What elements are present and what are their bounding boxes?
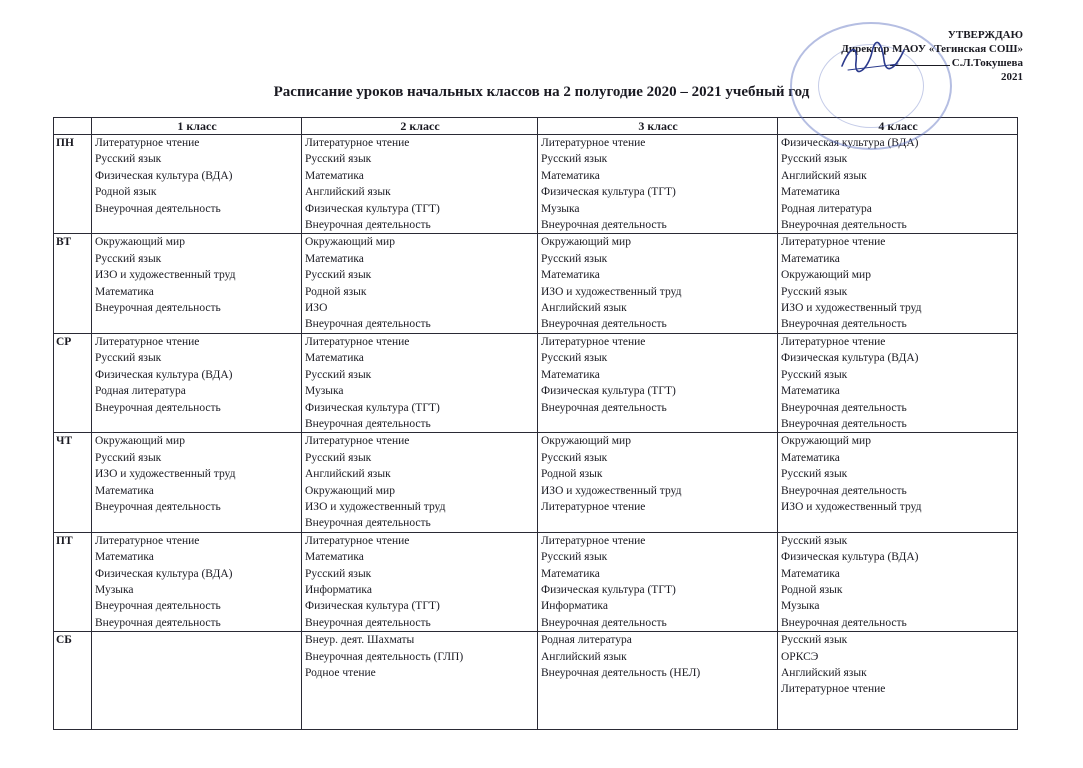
schedule-body — [54, 135, 1018, 730]
lesson-entry: Внеурочная деятельность — [781, 616, 907, 629]
class-1-lessons-cell — [92, 532, 302, 631]
lesson-entry: Русский язык — [541, 352, 608, 365]
lesson-entry: Физическая культура (ТГТ) — [305, 600, 440, 613]
lesson-entry: Русский язык — [541, 451, 608, 464]
lesson-entry: Математика — [305, 252, 364, 265]
lesson-entry: Внеурочная деятельность — [541, 401, 667, 414]
table-row — [54, 532, 1018, 631]
lesson-entry: Литературное чтение — [95, 137, 200, 149]
lesson-entry: Литературное чтение — [781, 335, 886, 348]
lesson-entry: Литературное чтение — [95, 534, 200, 547]
lesson-entry: Математика — [781, 567, 840, 580]
lesson-entry: Литературное чтение — [541, 137, 646, 149]
class-4-lessons-cell — [778, 532, 1018, 631]
lesson-entry: Родная литература — [541, 634, 632, 647]
lesson-entry: ОРКСЭ — [781, 650, 819, 663]
lesson-entry: Литературное чтение — [541, 500, 646, 513]
schedule-header-row — [54, 118, 1018, 135]
class-3-lessons-cell — [538, 632, 778, 730]
lesson-entry: Математика — [305, 352, 364, 365]
lesson-entry: Математика — [781, 252, 840, 265]
lesson-entry: Физическая культура (ТГТ) — [305, 401, 440, 414]
lesson-entry: Окружающий мир — [541, 236, 631, 249]
approval-block — [841, 28, 1023, 84]
lesson-entry: Внеурочная деятельность (НЕЛ) — [541, 667, 701, 679]
lesson-entry: Русский язык — [305, 269, 372, 282]
day-label: ПН — [54, 135, 92, 234]
lesson-entry: Русский язык — [95, 252, 162, 265]
lesson-entry: Родной язык — [95, 186, 157, 199]
class-3-lessons-cell — [538, 234, 778, 333]
approval-name: С.Л.Токушева — [951, 57, 1023, 69]
lesson-entry: Физическая культура (ВДА) — [781, 137, 919, 149]
class-1-lessons-cell — [92, 632, 302, 730]
lesson-entry: Математика — [95, 484, 154, 497]
class-4-lessons-cell — [778, 234, 1018, 333]
lesson-entry: Английский язык — [541, 650, 627, 663]
lesson-entry: Родная литература — [95, 385, 186, 398]
lesson-entry: Окружающий мир — [781, 269, 871, 282]
lesson-entry: Литературное чтение — [541, 534, 646, 547]
lesson-entry: Внеурочная деятельность — [305, 417, 431, 430]
header-class-2: 2 класс — [302, 118, 538, 135]
class-4-lessons-cell — [778, 135, 1018, 234]
header-class-3: 3 класс — [538, 118, 778, 135]
approval-position: Директор МАОУ «Тегинская СОШ» — [841, 43, 1023, 55]
lesson-entry: Внеурочная деятельность — [781, 484, 907, 497]
lesson-entry: Литературное чтение — [305, 137, 410, 149]
lesson-entry: Русский язык — [541, 153, 608, 166]
lesson-entry: Математика — [541, 368, 600, 381]
lesson-entry: Физическая культура (ТГТ) — [541, 186, 676, 199]
lesson-entry: Русский язык — [781, 468, 848, 481]
lesson-entry: Внеурочная деятельность — [781, 401, 907, 414]
lesson-entry: Математика — [95, 551, 154, 564]
class-2-lessons-cell — [302, 433, 538, 532]
lesson-entry: Математика — [541, 269, 600, 282]
lesson-entry: Музыка — [95, 583, 134, 596]
lesson-entry: Внеурочная деятельность — [305, 219, 431, 232]
class-4-lessons-cell — [778, 433, 1018, 532]
schedule-table — [53, 117, 1018, 730]
class-2-lessons-cell — [302, 234, 538, 333]
day-label: ПТ — [54, 532, 92, 631]
lesson-entry: Информатика — [541, 600, 608, 613]
lesson-entry: Музыка — [305, 385, 344, 398]
lesson-entry: Английский язык — [781, 667, 867, 679]
lesson-entry: Русский язык — [95, 352, 162, 365]
day-label: СР — [54, 333, 92, 432]
lesson-entry: Литературное чтение — [781, 236, 886, 249]
lesson-entry: Внеурочная деятельность — [95, 401, 221, 414]
lesson-entry: Внеурочная деятельность — [781, 417, 907, 430]
lesson-entry: Музыка — [541, 202, 580, 215]
lesson-entry: Русский язык — [95, 153, 162, 166]
lesson-entry: Математика — [541, 169, 600, 182]
lesson-entry: Внеурочная деятельность — [95, 600, 221, 613]
lesson-entry: Информатика — [305, 583, 372, 596]
class-1-lessons-cell — [92, 333, 302, 432]
day-label: ЧТ — [54, 433, 92, 532]
lesson-entry: Английский язык — [305, 468, 391, 481]
lesson-entry: Физическая культура (ВДА) — [95, 567, 233, 580]
lesson-entry: Родной язык — [305, 285, 367, 298]
lesson-entry: ИЗО и художественный труд — [305, 500, 446, 513]
lesson-entry: Физическая культура (ТГТ) — [541, 583, 676, 596]
lesson-entry: Музыка — [781, 600, 820, 613]
lesson-entry: Родное чтение — [305, 667, 376, 679]
lesson-entry: Внеурочная деятельность — [95, 616, 221, 629]
class-2-lessons-cell — [302, 632, 538, 730]
header-day-cell — [54, 118, 92, 135]
lesson-entry: ИЗО и художественный труд — [781, 500, 922, 513]
lesson-entry: Русский язык — [781, 634, 848, 647]
lesson-entry: ИЗО и художественный труд — [95, 468, 236, 481]
lesson-entry: Окружающий мир — [781, 435, 871, 448]
lesson-entry: Математика — [541, 567, 600, 580]
day-label: ВТ — [54, 234, 92, 333]
header-class-1: 1 класс — [92, 118, 302, 135]
day-label: СБ — [54, 632, 92, 730]
lesson-entry: Внеурочная деятельность — [541, 219, 667, 232]
lesson-entry: Родная литература — [781, 202, 872, 215]
document-title: Расписание уроков начальных классов на 2 полугодие 2020 – 2021 учебный год — [273, 84, 810, 100]
lesson-entry: Русский язык — [305, 368, 372, 381]
lesson-entry: Русский язык — [95, 451, 162, 464]
lesson-entry: Русский язык — [781, 368, 848, 381]
lesson-entry: Русский язык — [541, 252, 608, 265]
class-3-lessons-cell — [538, 532, 778, 631]
lesson-entry: Русский язык — [305, 567, 372, 580]
class-4-lessons-cell — [778, 333, 1018, 432]
lesson-entry: Внеурочная деятельность — [541, 318, 667, 331]
lesson-entry: Физическая культура (ВДА) — [95, 368, 233, 381]
lesson-entry: Физическая культура (ТГТ) — [541, 385, 676, 398]
lesson-entry: Русский язык — [305, 153, 372, 166]
lesson-entry: Русский язык — [305, 451, 372, 464]
approval-heading: УТВЕРЖДАЮ — [947, 29, 1023, 41]
lesson-entry: Внеурочная деятельность — [781, 318, 907, 331]
lesson-entry: Окружающий мир — [95, 435, 185, 448]
lesson-entry: Русский язык — [781, 153, 848, 166]
lesson-entry: Русский язык — [781, 285, 848, 298]
lesson-entry: Математика — [95, 285, 154, 298]
lesson-entry: Русский язык — [781, 534, 848, 547]
approval-name-line — [841, 56, 1023, 70]
class-3-lessons-cell — [538, 433, 778, 532]
lesson-entry: Математика — [305, 551, 364, 564]
lesson-entry: Внеурочная деятельность — [305, 517, 431, 530]
table-row — [54, 234, 1018, 333]
class-2-lessons-cell — [302, 532, 538, 631]
lesson-entry: Родной язык — [541, 468, 603, 481]
class-4-lessons-cell — [778, 632, 1018, 730]
class-1-lessons-cell — [92, 135, 302, 234]
class-2-lessons-cell — [302, 333, 538, 432]
lesson-entry: Математика — [305, 169, 364, 182]
table-row — [54, 333, 1018, 432]
lesson-entry: ИЗО и художественный труд — [95, 269, 236, 282]
class-2-lessons-cell — [302, 135, 538, 234]
table-row — [54, 135, 1018, 234]
lesson-entry: Русский язык — [541, 551, 608, 564]
lesson-entry: Литературное чтение — [781, 683, 886, 696]
class-3-lessons-cell — [538, 135, 778, 234]
lesson-entry: Родной язык — [781, 583, 843, 596]
table-row — [54, 433, 1018, 532]
class-1-lessons-cell — [92, 234, 302, 333]
lesson-entry: Физическая культура (ТГТ) — [305, 202, 440, 215]
lesson-entry: Внеурочная деятельность — [305, 616, 431, 629]
lesson-entry: Литературное чтение — [541, 335, 646, 348]
lesson-entry: Внеурочная деятельность — [541, 616, 667, 629]
class-1-lessons-cell — [92, 433, 302, 532]
lesson-entry: Физическая культура (ВДА) — [781, 551, 919, 564]
approval-year: 2021 — [1001, 71, 1023, 83]
header-class-4: 4 класс — [778, 118, 1018, 135]
lesson-entry: Математика — [781, 451, 840, 464]
lesson-entry: Английский язык — [541, 302, 627, 315]
lesson-entry: ИЗО и художественный труд — [781, 302, 922, 315]
lesson-entry: Внеур. деят. Шахматы — [305, 634, 415, 647]
lesson-entry: ИЗО и художественный труд — [541, 285, 682, 298]
table-row — [54, 632, 1018, 730]
lesson-entry: Литературное чтение — [305, 534, 410, 547]
lesson-entry: Математика — [781, 186, 840, 199]
lesson-entry: Окружающий мир — [95, 236, 185, 249]
signature-line — [890, 65, 950, 66]
lesson-entry: ИЗО — [305, 302, 328, 315]
lesson-entry: Литературное чтение — [305, 435, 410, 448]
lesson-entry: Математика — [781, 385, 840, 398]
lesson-entry: Физическая культура (ВДА) — [95, 169, 233, 182]
lesson-entry: Физическая культура (ВДА) — [781, 352, 919, 365]
lesson-entry: Окружающий мир — [305, 484, 395, 497]
lesson-entry: Английский язык — [781, 169, 867, 182]
lesson-entry: Английский язык — [305, 186, 391, 199]
lesson-entry: Литературное чтение — [95, 335, 200, 348]
lesson-entry: Внеурочная деятельность (ГЛП) — [305, 650, 464, 663]
lesson-entry: Внеурочная деятельность — [95, 302, 221, 315]
lesson-entry: ИЗО и художественный труд — [541, 484, 682, 497]
lesson-entry: Литературное чтение — [305, 335, 410, 348]
class-3-lessons-cell — [538, 333, 778, 432]
lesson-entry: Внеурочная деятельность — [305, 318, 431, 331]
lesson-entry: Внеурочная деятельность — [95, 500, 221, 513]
lesson-entry: Окружающий мир — [541, 435, 631, 448]
lesson-entry: Внеурочная деятельность — [95, 202, 221, 215]
lesson-entry: Окружающий мир — [305, 236, 395, 249]
lesson-entry: Внеурочная деятельность — [781, 219, 907, 232]
